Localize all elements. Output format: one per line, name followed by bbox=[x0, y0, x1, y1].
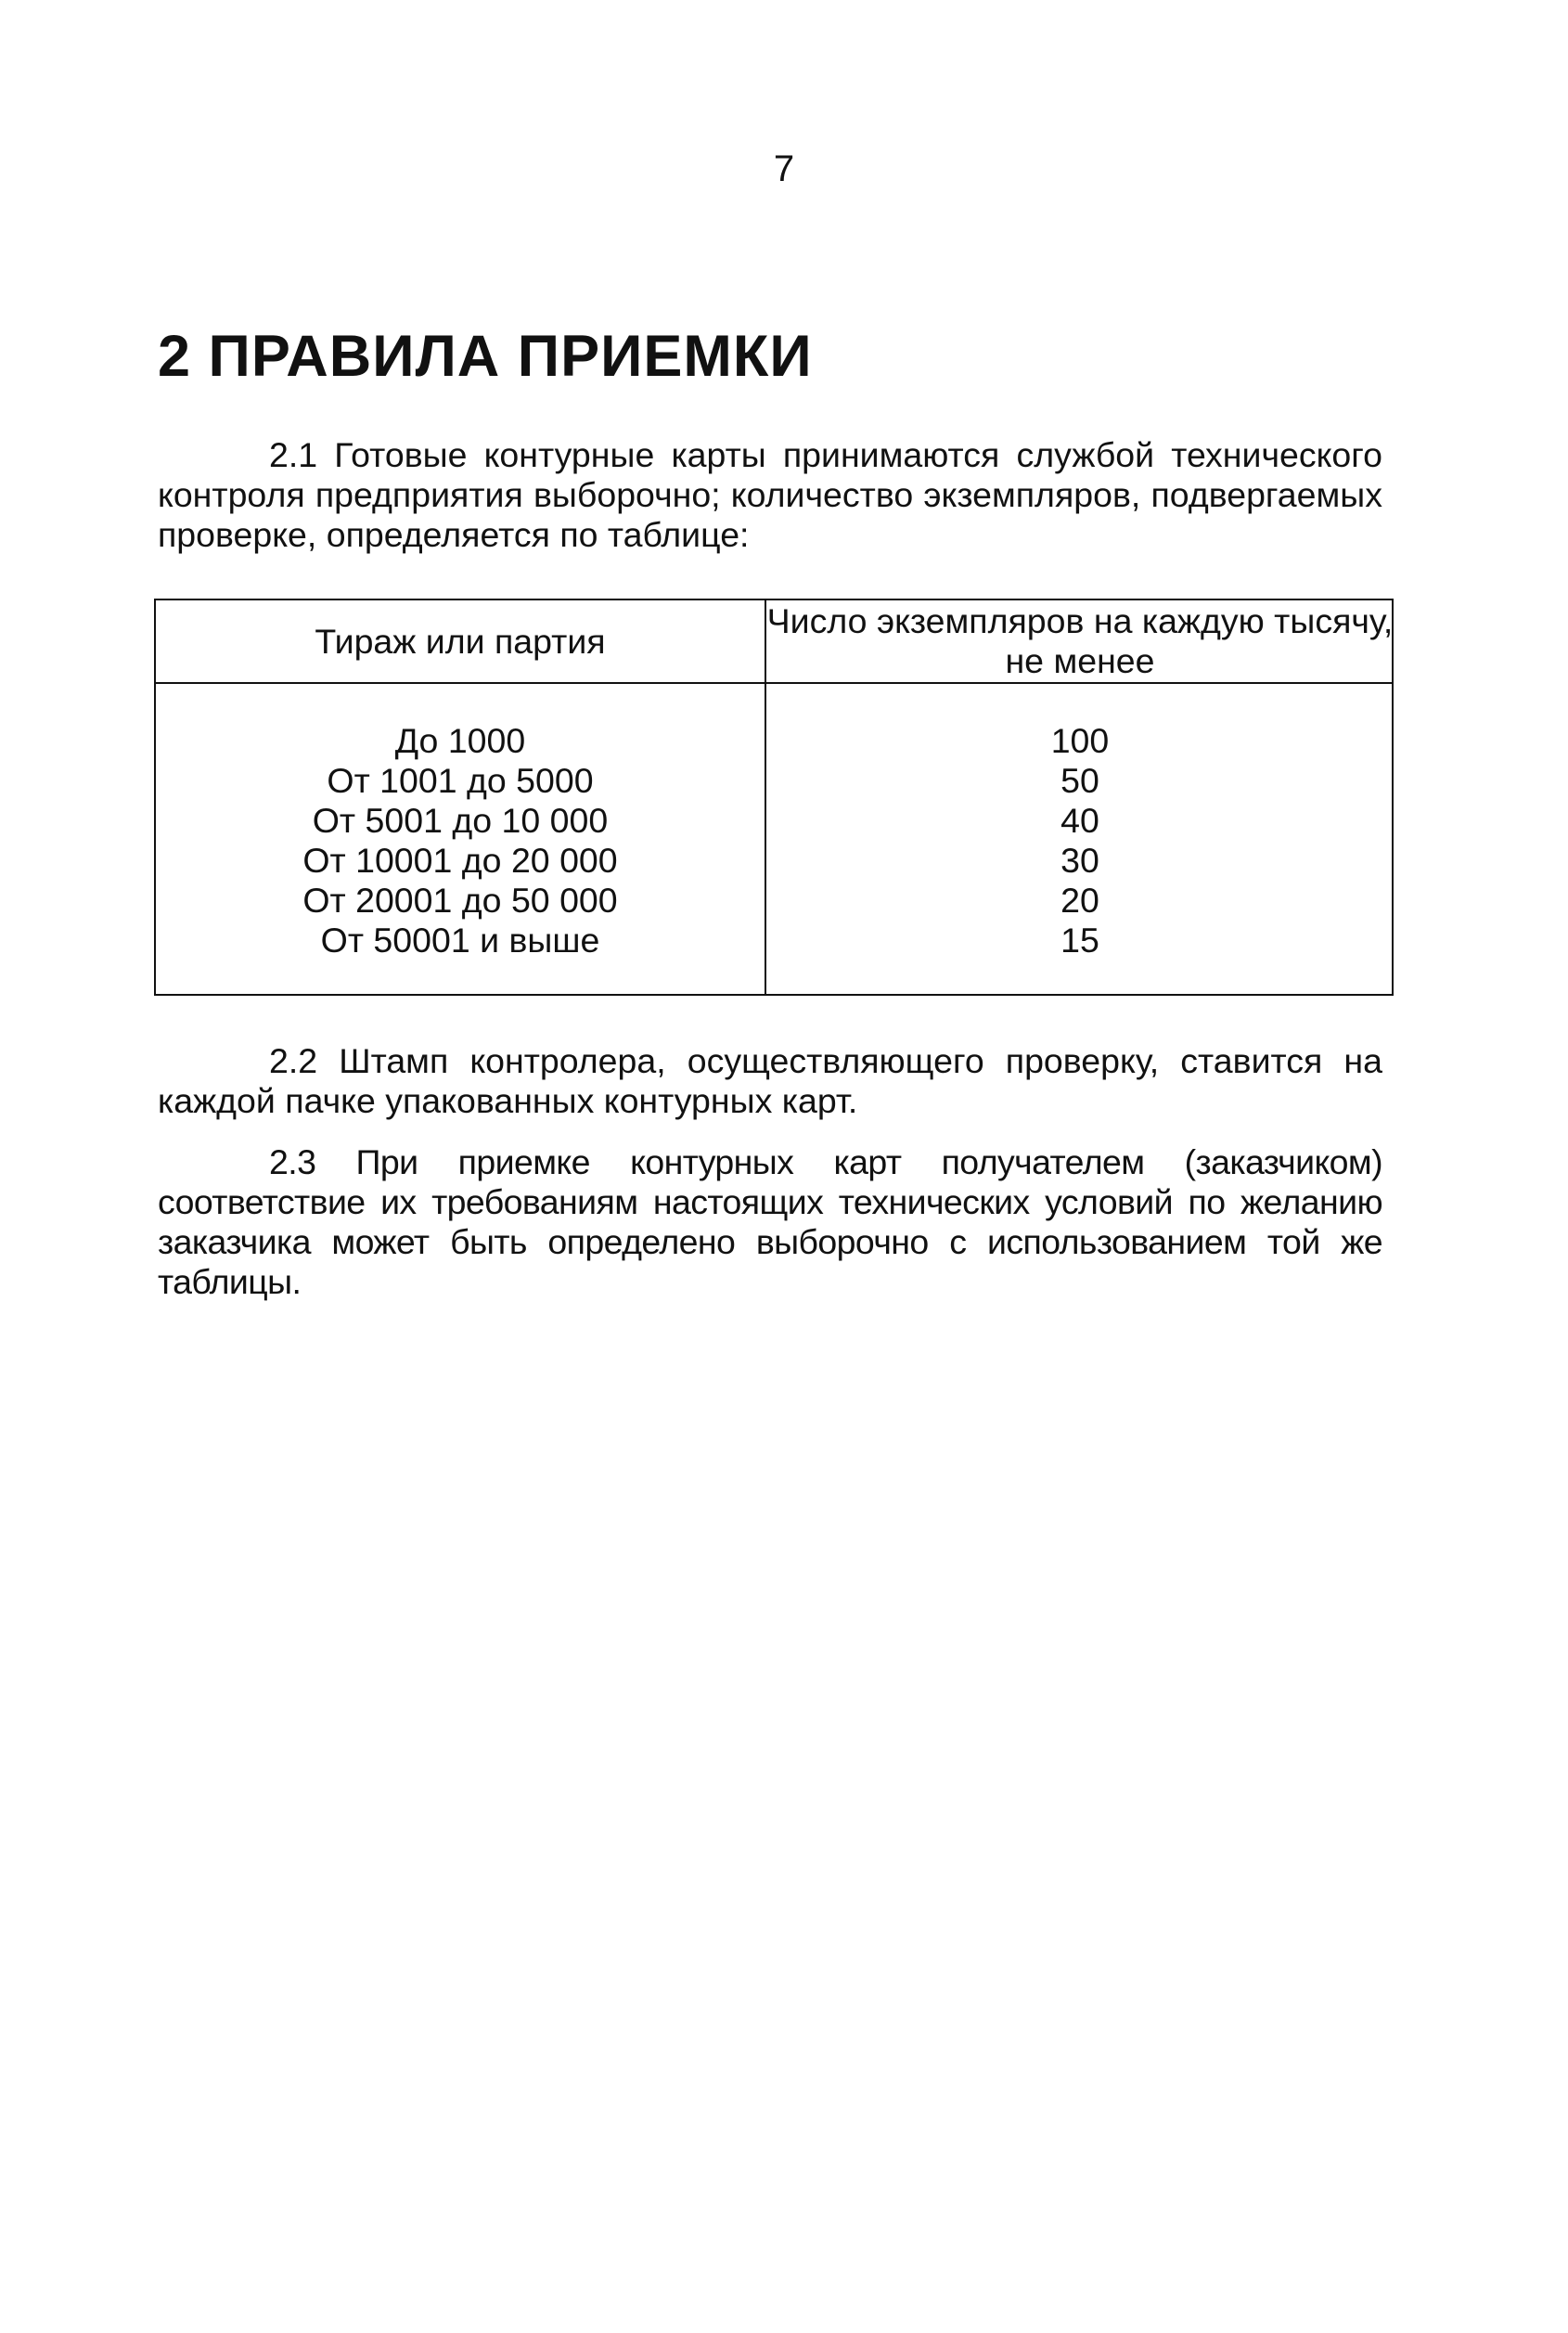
table-cell-print-run: От 20001 до 50 000 bbox=[302, 881, 618, 920]
section-title: 2 ПРАВИЛА ПРИЕМКИ bbox=[158, 324, 813, 389]
table-cell-sample-count: 30 bbox=[1060, 841, 1099, 880]
table-cell-print-run: От 1001 до 5000 bbox=[327, 761, 594, 800]
table-cell-print-run: От 5001 до 10 000 bbox=[312, 801, 609, 840]
paragraph-2-2: 2.2 Штамп контролера, осуществляющего проверку, ставится на каждой пачке упакованных контурных карт. bbox=[158, 1041, 1382, 1120]
page-number: 7 bbox=[773, 148, 795, 189]
table-cell-sample-count: 40 bbox=[1060, 801, 1099, 840]
table-cell-sample-count: 50 bbox=[1060, 761, 1099, 800]
table-column-print-run bbox=[156, 721, 765, 960]
table-column-sample-count bbox=[766, 721, 1394, 960]
table-cell-sample-count: 100 bbox=[1050, 721, 1110, 760]
table-header-label: Число экземпляров на каждую тысячу, не менее bbox=[766, 601, 1394, 680]
paragraph-2-3: 2.3 При приемке контурных карт получателем (заказчиком) соответствие их требованиям настоящих технических условий по желанию заказчика может быть определено выборочно с использованием той же таблицы. bbox=[158, 1142, 1382, 1301]
table-cell-print-run: От 10001 до 20 000 bbox=[302, 841, 618, 880]
table-cell-print-run: От 50001 и выше bbox=[320, 921, 600, 960]
paragraph-2-1: 2.1 Готовые контурные карты принимаются службой технического контроля предприятия выборочно; количество экземпляров, подвергаемых проверке, определяется по таблице: bbox=[158, 435, 1382, 554]
sampling-table bbox=[154, 599, 1394, 996]
table-header-divider bbox=[156, 682, 1392, 684]
table-cell-print-run: До 1000 bbox=[394, 721, 526, 760]
table-header-label: Тираж или партия bbox=[315, 621, 606, 661]
table-cell-sample-count: 20 bbox=[1060, 881, 1099, 920]
table-header-sample-count bbox=[766, 600, 1394, 682]
table-header-print-run bbox=[156, 600, 765, 682]
table-cell-sample-count: 15 bbox=[1060, 921, 1099, 960]
